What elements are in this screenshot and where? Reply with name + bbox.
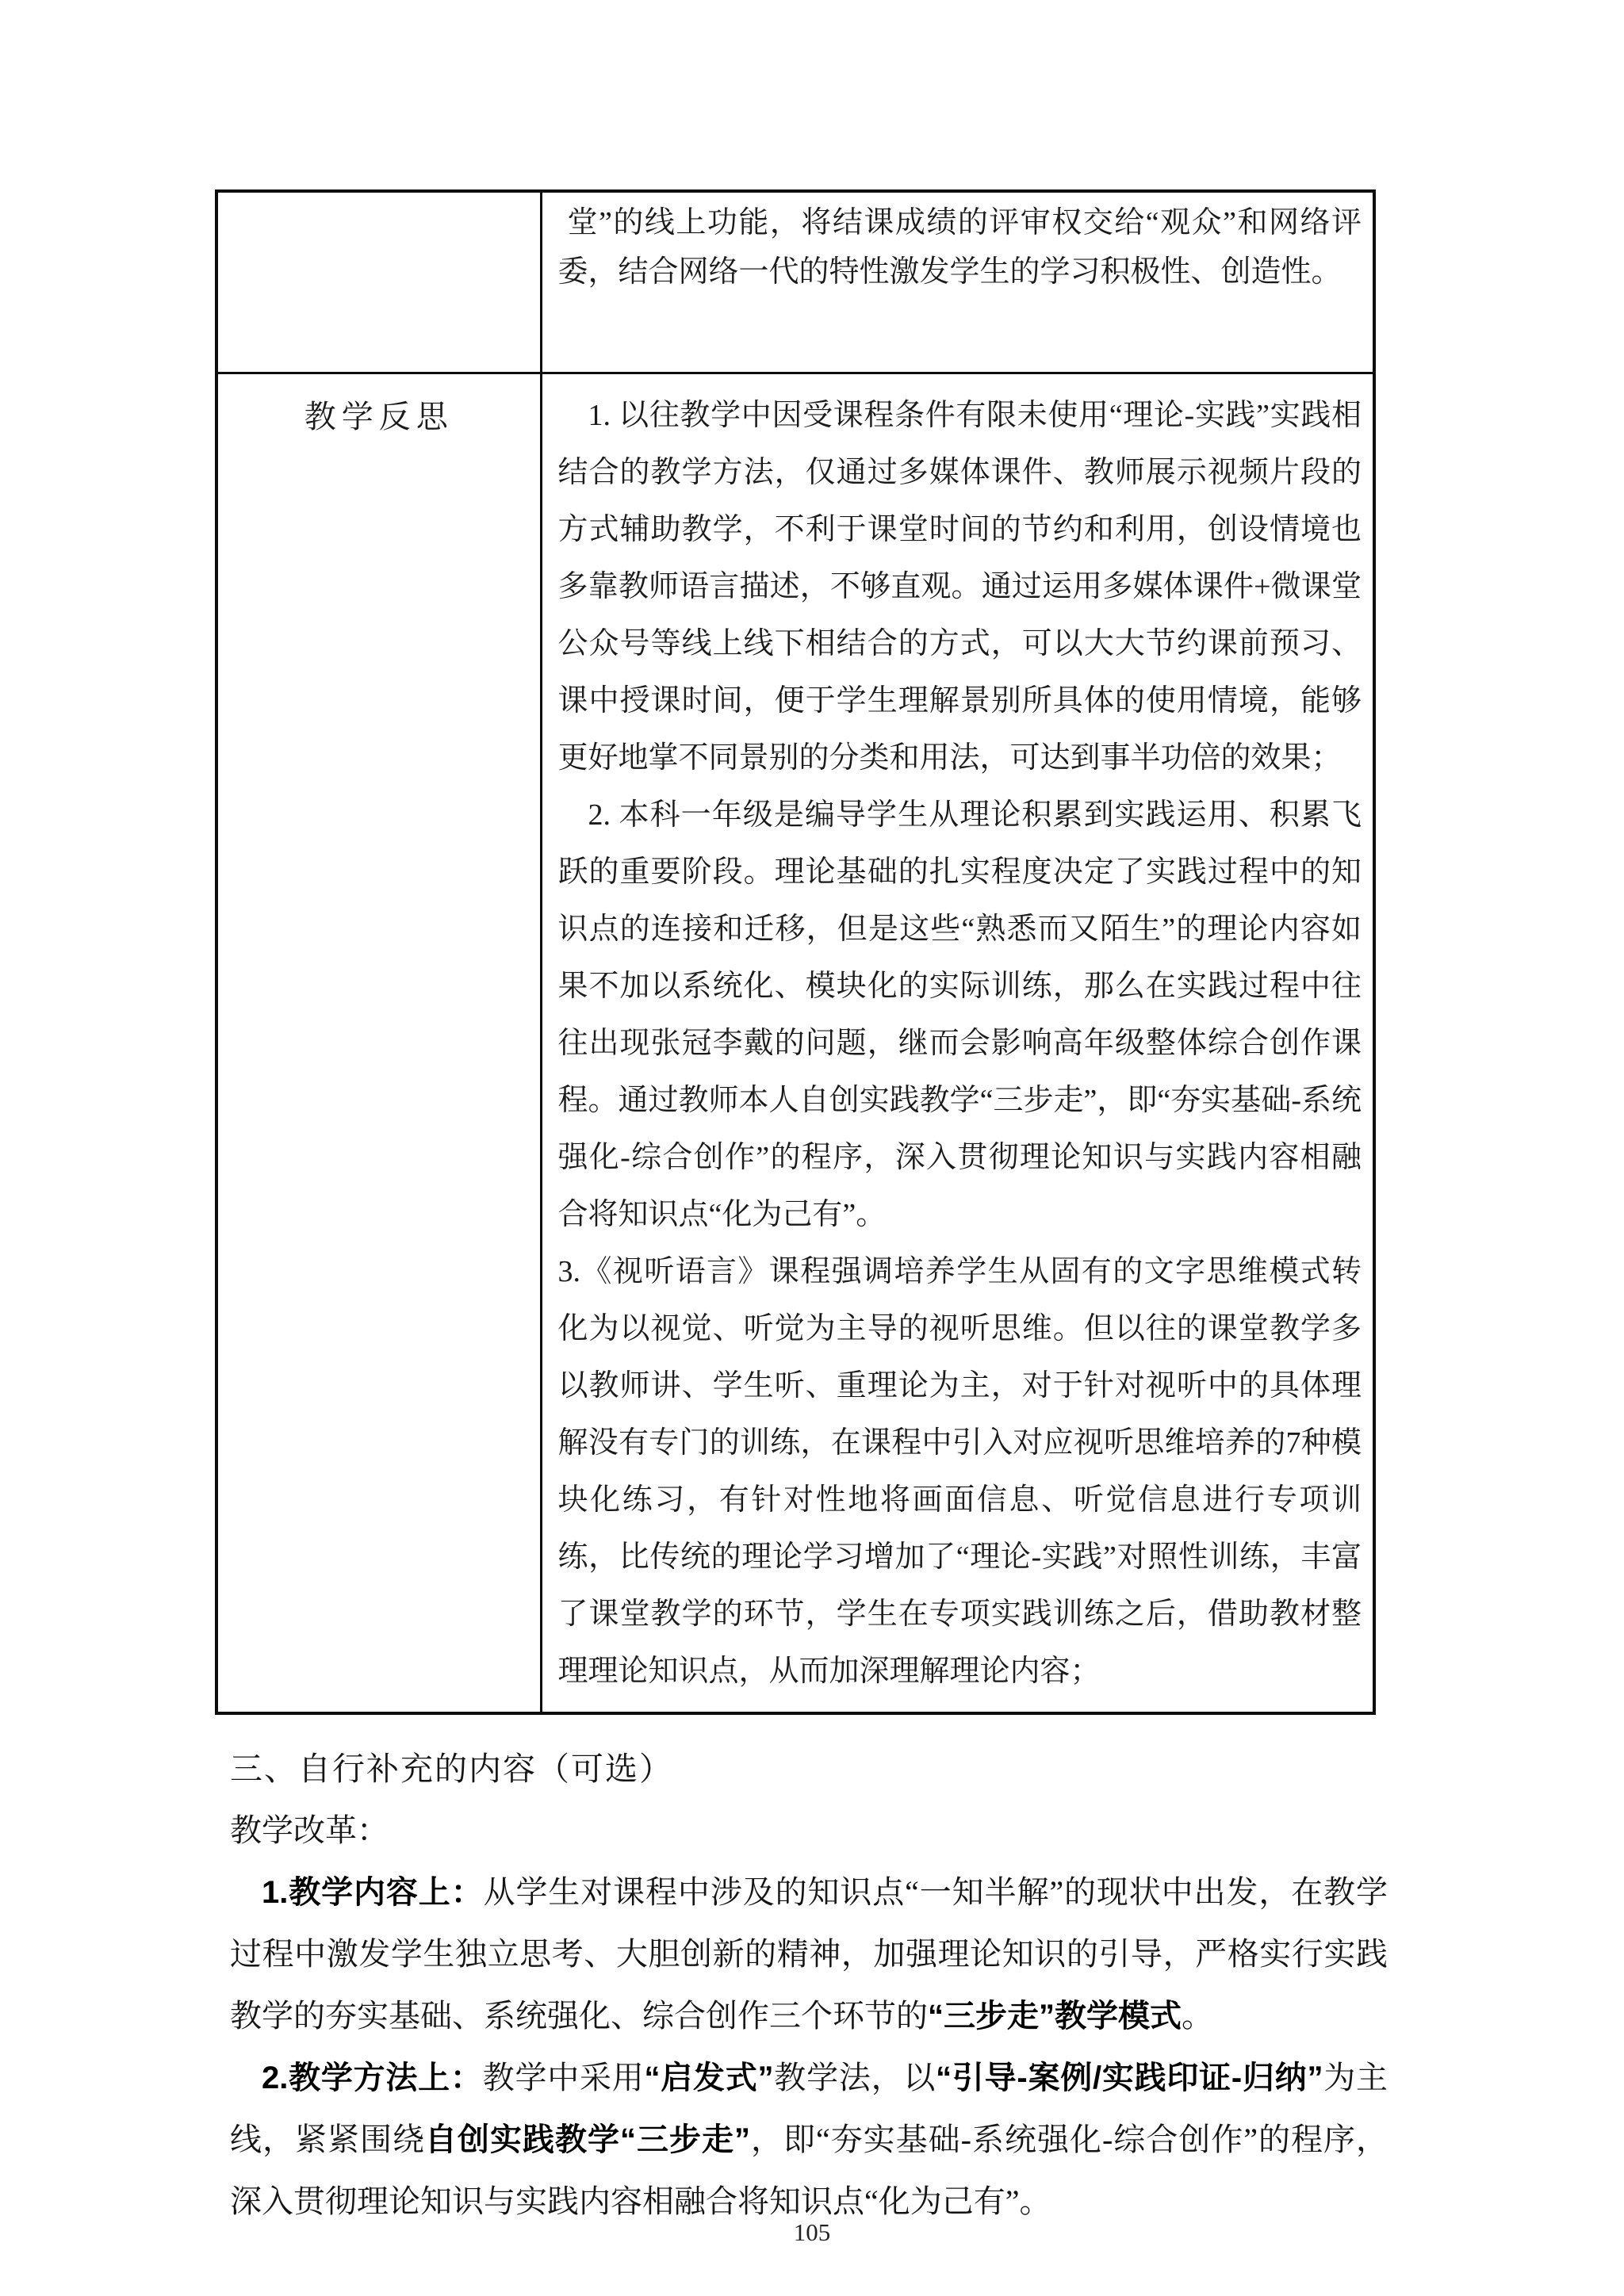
continued-paragraph: 堂”的线上功能，将结课成绩的评审权交给“观众”和网络评委，结合网络一代的特性激发学生的学习积极性、创造性。	[557, 206, 1362, 289]
reflection-paragraph-3: 3.《视听语言》课程强调培养学生从固有的文字思维模式转化为以视觉、听觉为主导的视听思维。但以往的课堂教学多以教师讲、学生听、重理论为主，对于针对视听中的具体理解没有专门的训练，在课程中引入对应视听思维培养的7种模块化练习，有针对性地将画面信息、听觉信息进行专项训练，比传统的理论学习增加了“理论-实践”对照性训练，丰富了课堂教学的环节，学生在专项实践训练之后，借助教材整理理论知识点，从而加深理解理论内容；	[557, 1254, 1362, 1688]
table-cell-continued-content	[541, 191, 1374, 373]
reflection-paragraph-1: 1. 以往教学中因受课程条件有限未使用“理论-实践”实践相结合的教学方法，仅通过多媒体课件、教师展示视频片段的方式辅助教学，不利于课堂时间的节约和利用，创设情境也多靠教师语言描述，不够直观。通过运用多媒体课件+微课堂公众号等线上线下相结合的方式，可以大大节约课前预习、课中授课时间，便于学生理解景别所具体的使用情境，能够更好地掌不同景别的分类和用法，可达到事半功倍的效果；	[557, 398, 1362, 775]
table-cell-empty-label	[216, 191, 541, 373]
teaching-content-paragraph: 1.教学内容上：从学生对课程中涉及的知识点“一知半解”的现状中出发，在教学过程中激发学生独立思考、大胆创新的精神，加强理论知识的引导，严格实行实践教学的夯实基础、系统强化、综合创作三个环节的“三步走”教学模式。	[230, 1874, 1388, 2034]
page-number: 105	[793, 2218, 831, 2246]
table-cell-row-label	[216, 373, 541, 1713]
lesson-plan-table	[215, 189, 1376, 1715]
section-heading: 三、自行补充的内容（可选）	[230, 1751, 673, 1787]
reflection-paragraph-2: 2. 本科一年级是编导学生从理论积累到实践运用、积累飞跃的重要阶段。理论基础的扎实程度决定了实践过程中的知识点的连接和迁移，但是这些“熟悉而又陌生”的理论内容如果不加以系统化、模块化的实际训练，那么在实践过程中往往出现张冠李戴的问题，继而会影响高年级整体综合创作课程。通过教师本人自创实践教学“三步走”，即“夯实基础-系统强化-综合创作”的程序，深入贯彻理论知识与实践内容相融合将知识点“化为己有”。	[557, 798, 1362, 1231]
reflection-row-label: 教学反思	[304, 398, 454, 434]
table-cell-reflection-content	[541, 373, 1374, 1713]
teaching-method-paragraph: 2.教学方法上：教学中采用“启发式”教学法，以“引导-案例/实践印证-归纳”为主线，紧紧围绕自创实践教学“三步走”，即“夯实基础-系统强化-综合创作”的程序，深入贯彻理论知识与实践内容相融合将知识点“化为己有”。	[230, 2060, 1388, 2219]
supplement-section	[230, 1738, 1388, 2233]
subsection-heading: 教学改革：	[230, 1812, 389, 1848]
